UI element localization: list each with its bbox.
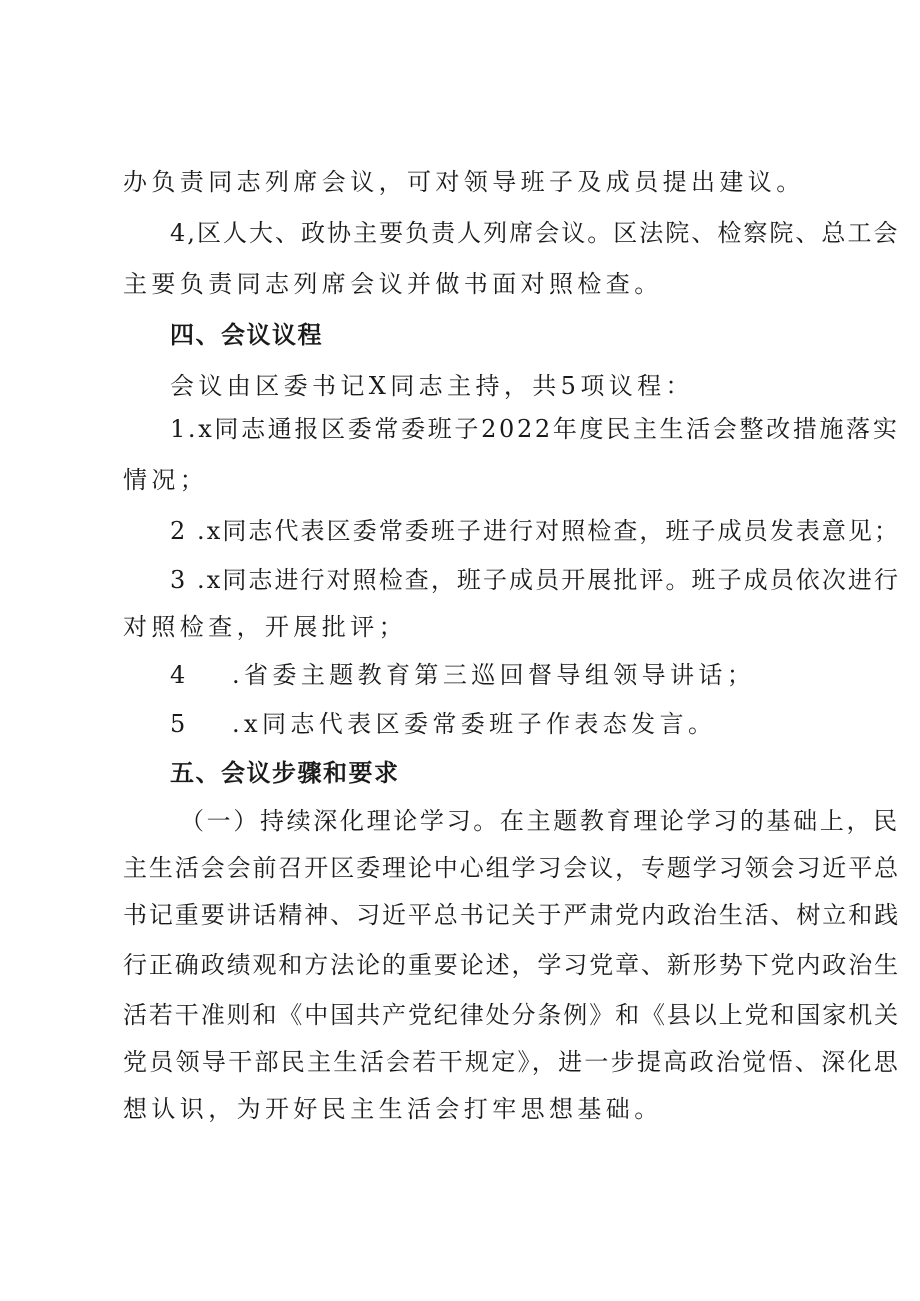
list-item-number: 4 <box>170 661 190 689</box>
list-item-line: .省委主题教育第三巡回督导组领导讲话； <box>232 661 756 689</box>
paragraph-line: 主要负责同志列席会议并做书面对照检查。 <box>123 270 663 298</box>
paragraph-line: 办负责同志列席会议，可对领导班子及成员提出建议。 <box>123 168 805 196</box>
list-item-line: .x同志代表区委常委班子作表态发言。 <box>232 710 717 738</box>
section-heading-agenda: 四、会议议程 <box>170 321 323 349</box>
paragraph-line: 党员领导干部民主生活会若干规定》，进一步提高政治觉悟、深化思 <box>123 1048 900 1076</box>
list-item-line: 2 .x同志代表区委常委班子进行对照检查，班子成员发表意见； <box>170 517 901 545</box>
list-item-line: 1.x同志通报区委常委班子2022年度民主生活会整改措施落实 <box>170 415 900 443</box>
paragraph-line: 会议由区委书记X同志主持，共5项议程： <box>170 372 694 400</box>
section-heading-steps: 五、会议步骤和要求 <box>170 759 400 787</box>
paragraph-line: 书记重要讲话精神、习近平总书记关于严肃党内政治生活、树立和践 <box>123 901 900 929</box>
list-item-number: 5 <box>170 710 190 738</box>
paragraph-line: 4,区人大、政协主要负责人列席会议。区法院、检察院、总工会 <box>170 219 900 247</box>
paragraph-line: 活若干准则和《中国共产党纪律处分条例》和《县以上党和国家机关 <box>123 1001 900 1029</box>
list-item-line: 对照检查，开展批评； <box>123 613 407 641</box>
list-item-line: 情况； <box>123 466 209 494</box>
paragraph-line: 行正确政绩观和方法论的重要论述，学习党章、新形势下党内政治生 <box>123 951 900 979</box>
paragraph-line: 想认识，为开好民主生活会打牢思想基础。 <box>123 1095 663 1123</box>
paragraph-line: （一）持续深化理论学习。在主题教育理论学习的基础上，民 <box>180 807 900 835</box>
paragraph-line: 主生活会会前召开区委理论中心组学习会议，专题学习领会习近平总 <box>123 854 900 882</box>
list-item-line: 3 .x同志进行对照检查，班子成员开展批评。班子成员依次进行 <box>170 566 901 594</box>
